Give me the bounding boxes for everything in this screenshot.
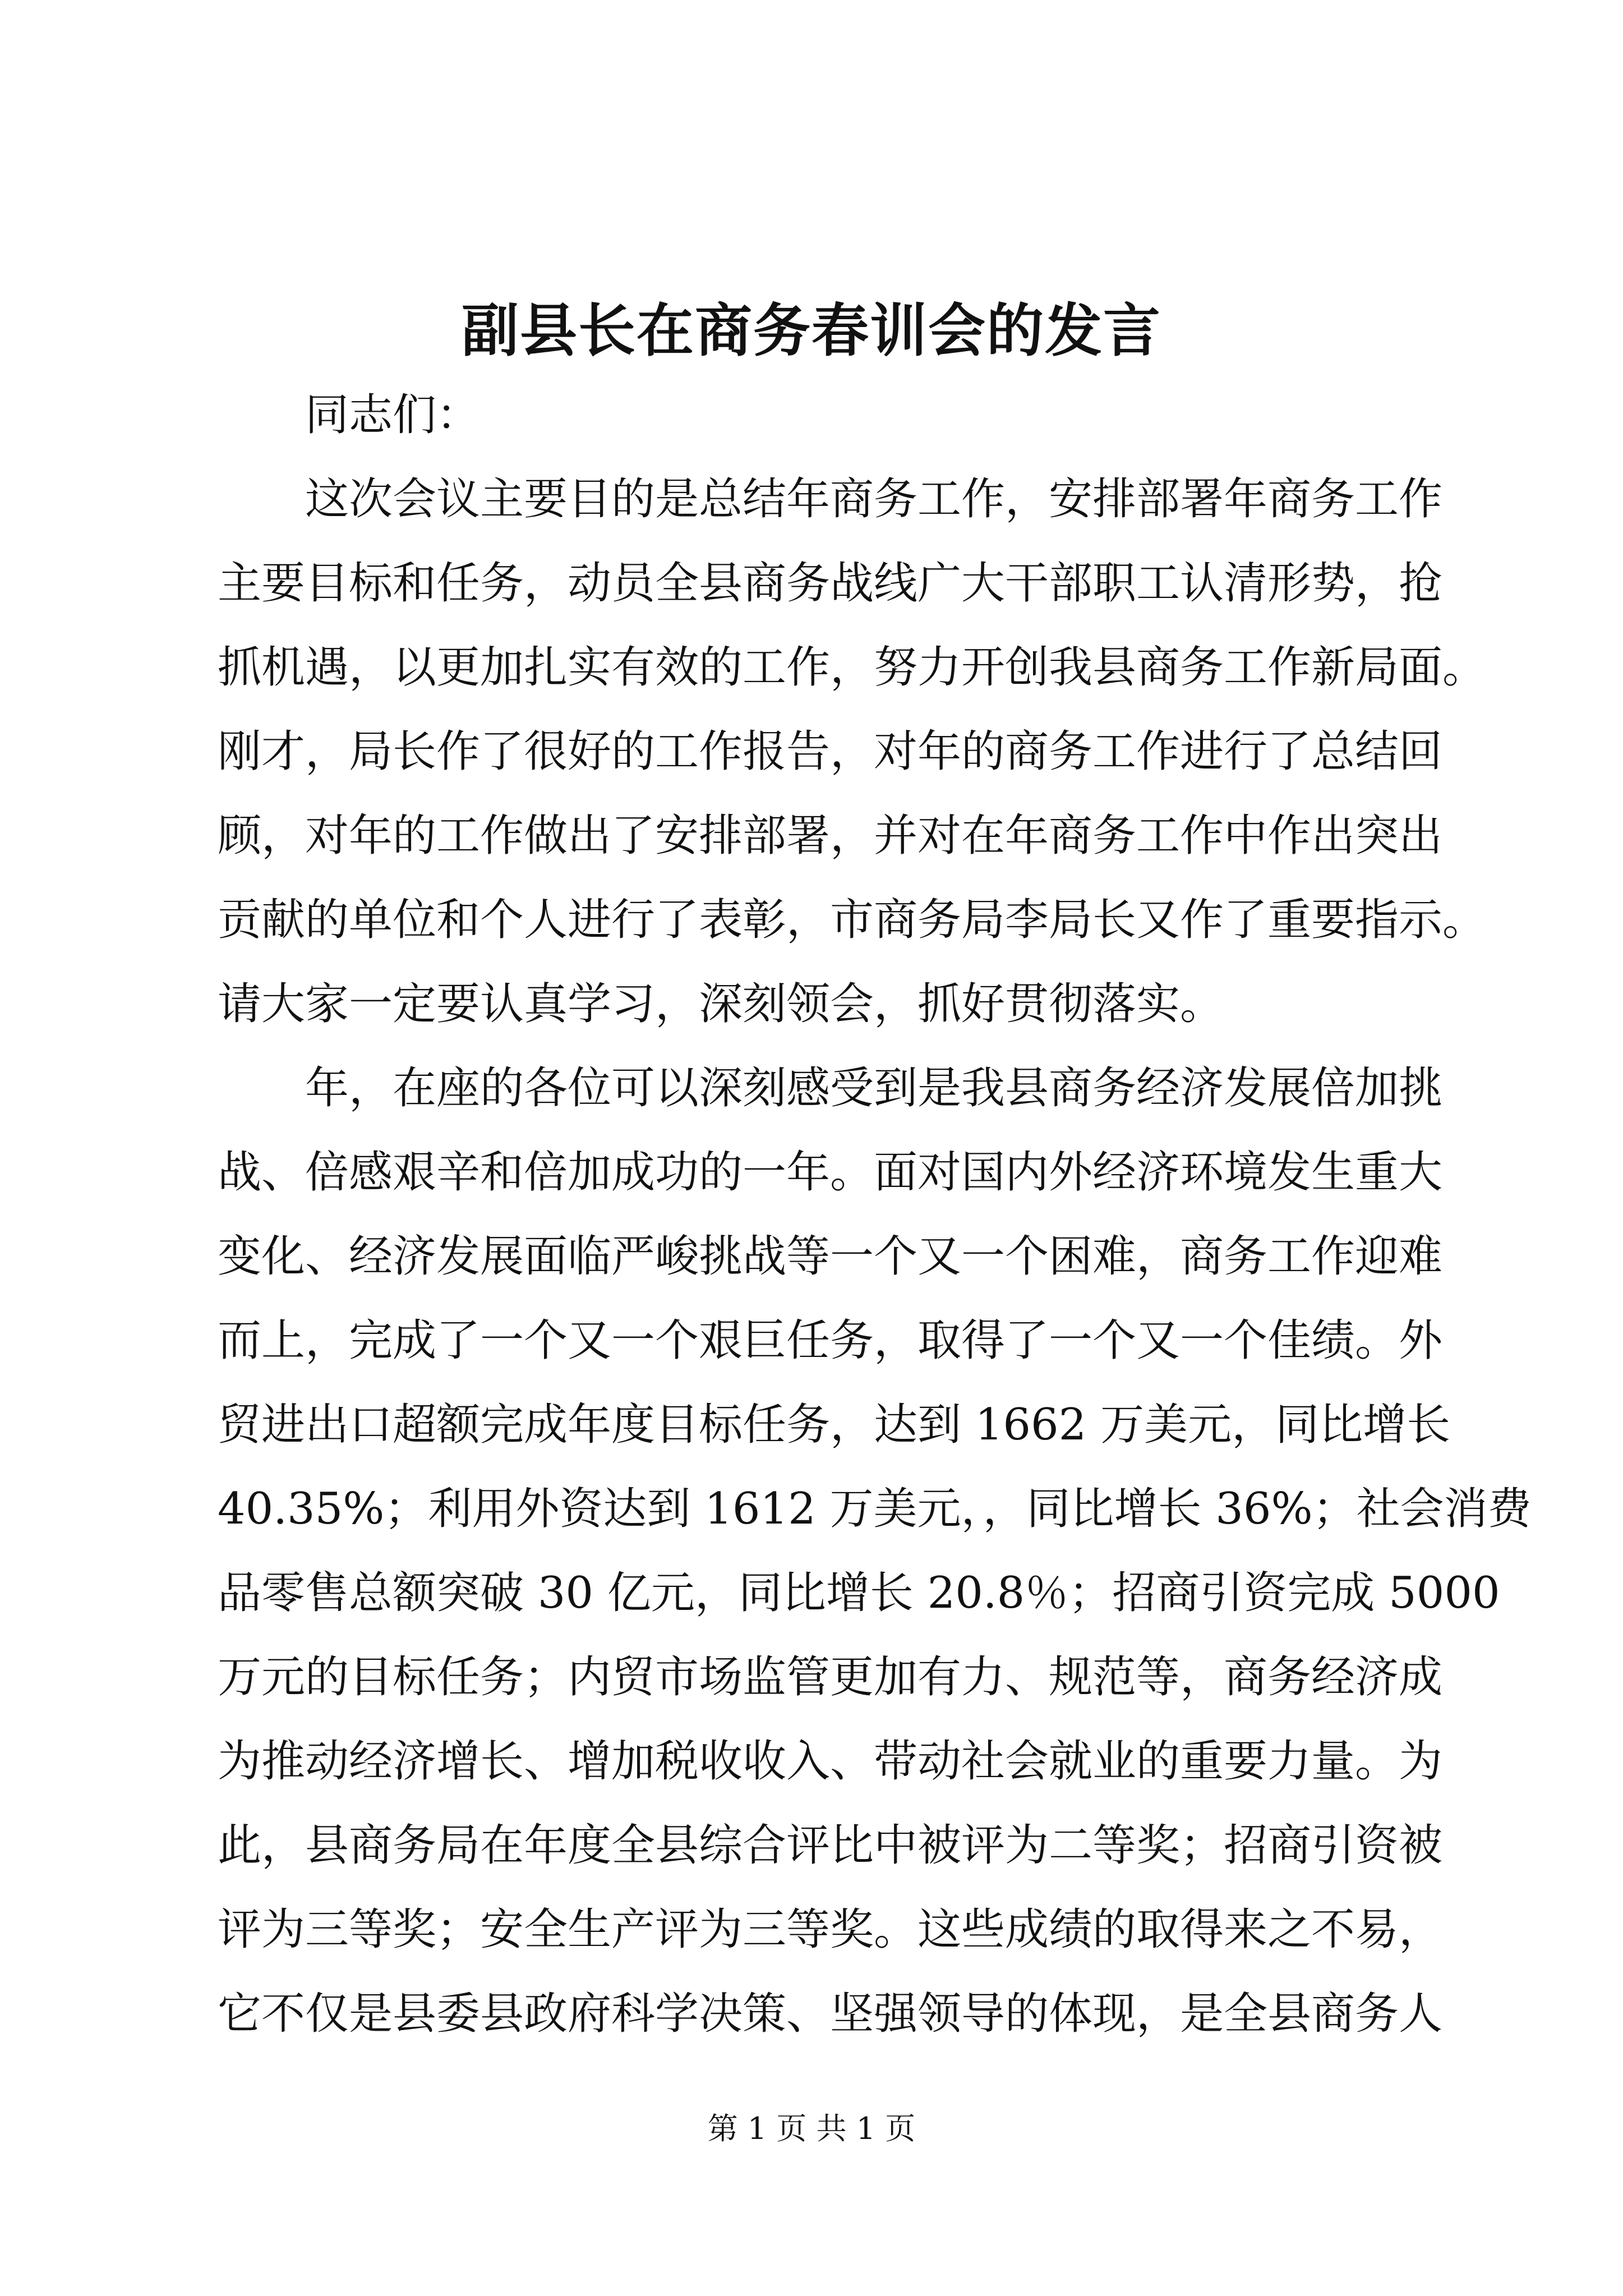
text-line: 同志们： bbox=[305, 390, 481, 440]
text-line: 顾，对年的工作做出了安排部署，并对在年商务工作中作出突出 bbox=[218, 811, 1443, 861]
text-line: 刚才，局长作了很好的工作报告，对年的商务工作进行了总结回 bbox=[218, 726, 1443, 777]
text-line: 变化、经济发展面临严峻挑战等一个又一个困难，商务工作迎难 bbox=[218, 1231, 1443, 1282]
text-line: 贡献的单位和个人进行了表彰，市商务局李局长又作了重要指示。 bbox=[218, 895, 1487, 945]
document-body bbox=[218, 373, 1532, 2056]
text-line: 年，在座的各位可以深刻感受到是我县商务经济发展倍加挑 bbox=[305, 1063, 1443, 1114]
text-line: 评为三等奖；安全生产评为三等奖。这些成绩的取得来之不易， bbox=[218, 1904, 1443, 1955]
text-line: 主要目标和任务，动员全县商务战线广大干部职工认清形势，抢 bbox=[218, 558, 1443, 609]
text-line: 为推动经济增长、增加税收收入、带动社会就业的重要力量。为 bbox=[218, 1736, 1443, 1787]
text-line: 这次会议主要目的是总结年商务工作，安排部署年商务工作 bbox=[305, 474, 1443, 524]
text-line: 品零售总额突破 30 亿元，同比增长 20.8％；招商引资完成 5000 bbox=[218, 1568, 1500, 1618]
text-line: 请大家一定要认真学习，深刻领会，抓好贯彻落实。 bbox=[218, 979, 1224, 1029]
text-line: 此，县商务局在年度全县综合评比中被评为二等奖；招商引资被 bbox=[218, 1820, 1443, 1871]
text-line: 40.35%；利用外资达到 1612 万美元，，同比增长 36%；社会消费 bbox=[218, 1484, 1532, 1534]
text-line: 而上，完成了一个又一个艰巨任务，取得了一个又一个佳绩。外 bbox=[218, 1315, 1443, 1366]
document-title: 副县长在商务春训会的发言 bbox=[462, 297, 1161, 365]
page-footer: 第 1 页 共 1 页 bbox=[707, 2111, 916, 2146]
text-line: 战、倍感艰辛和倍加成功的一年。面对国内外经济环境发生重大 bbox=[218, 1147, 1443, 1198]
text-line: 它不仅是县委县政府科学决策、坚强领导的体现，是全县商务人 bbox=[218, 1989, 1443, 2039]
text-line: 贸进出口超额完成年度目标任务，达到 1662 万美元，同比增长 bbox=[218, 1400, 1451, 1450]
text-line: 抓机遇，以更加扎实有效的工作，努力开创我县商务工作新局面。 bbox=[218, 642, 1487, 693]
text-line: 万元的目标任务；内贸市场监管更加有力、规范等，商务经济成 bbox=[218, 1652, 1443, 1703]
